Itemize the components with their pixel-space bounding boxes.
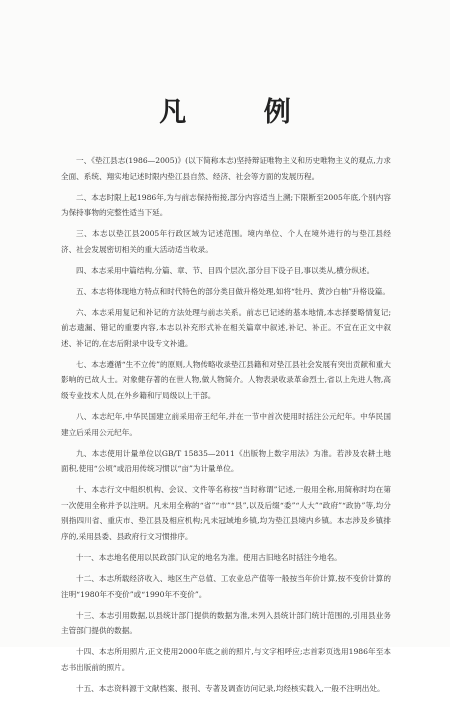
paragraph-6: 六、本志采用复记和补记的方法处理与前志关系。前志已记述的基本地情,本志择要略情复记;前志遗漏、错记的重要内容,本志以补充形式补在相关篇章中叙述,补记、补正。不宜在正文中叙述、补记的,在志后附录中设专文补遗。 (61, 307, 391, 348)
page-title: 凡 例 (159, 97, 325, 128)
paragraph-1: 一、《垫江县志(1986—2005)》(以下简称本志)坚持辩证唯物主义和历史唯物主义的观点,力求全面、系统、翔实地记述时限内垫江县自然、经济、社会等方面的发展历程。 (61, 156, 391, 181)
paragraph-2: 二、本志时限上起1986年,为与前志保持衔接,部分内容适当上溯;下限断至2005年底,个别内容为保持事物的完整性适当下延。 (61, 192, 391, 218)
paragraph-13: 十三、本志引用数据,以县统计部门提供的数据为准,未列入县统计部门统计范围的,引用县业务主管部门提供的数据。 (61, 610, 391, 636)
paragraph-12: 十二、本志所载经济收入、地区生产总值、工农业总产值等一般按当年价计算,按不变价计算的注明“1980年不变价”或“1990年不变价”。 (61, 573, 391, 599)
paragraph-15: 十五、本志资料源于文献档案、报刊、专著及调查访问记录,均经核实载入,一般不注明出处。 (76, 683, 385, 693)
paragraph-10: 十、本志行文中组织机构、会议、文件等名称按“当时称谓”记述,一般用全称,用简称时均在第一次使用全称并予以注明。凡未用全称的“省”“市”“县”,以及后缀“委”“人大”“政府”“政协”等,均分别指四川省、重庆市、垫江县及相应机构;凡未冠域地乡镇,均为垫江县境内乡镇。本志涉及乡镇排序的,采用县委、县政府行文习惯排序。 (61, 485, 391, 541)
paragraph-11: 十一、本志地名使用以民政部门认定的地名为准。使用古旧地名时括注今地名。 (76, 552, 342, 562)
paragraph-14: 十四、本志所用照片,正文使用2000年底之前的照片,与文字相呼应;志首彩页选用1986年至本志书出版前的照片。 (61, 647, 391, 672)
paragraph-8: 八、本志纪年,中华民国建立前采用帝王纪年,并在一节中首次使用时括注公元纪年。中华民国建立后采用公元纪年。 (61, 412, 391, 437)
paragraph-5: 五、本志将体现地方特点和时代特色的部分类目做升格处理,如将“牡丹、黄沙白柚”升格设篇。 (76, 286, 390, 296)
paragraph-3: 三、本志以垫江县2005年行政区域为记述范围。境内单位、个人在境外进行的与垫江县经济、社会发展密切相关的重大活动适当收录。 (61, 229, 391, 254)
paragraph-4: 四、本志采用中篇结构,分篇、章、节、目四个层次,部分目下设子目,事以类从,横分纵述。 (76, 265, 375, 275)
document-body (61, 153, 391, 702)
paragraph-7: 七、本志遵循“生不立传”的原则,人物传略收录垫江县籍和对垫江县社会发展有突出贡献和重大影响的已故人士。对象健存著的在世人物,做人物简介。人物表录收录革命烈士,省以上先进人物,高级专业技术人员,在外乡籍和厅局级以上干部。 (61, 359, 391, 401)
paragraph-9: 九、本志使用计量单位以GB/T 15835—2011《出版物上数字用法》为准。若涉及农耕土地面积,使用“公顷”或沿用传统习惯以“亩”为计量单位。 (61, 448, 391, 474)
